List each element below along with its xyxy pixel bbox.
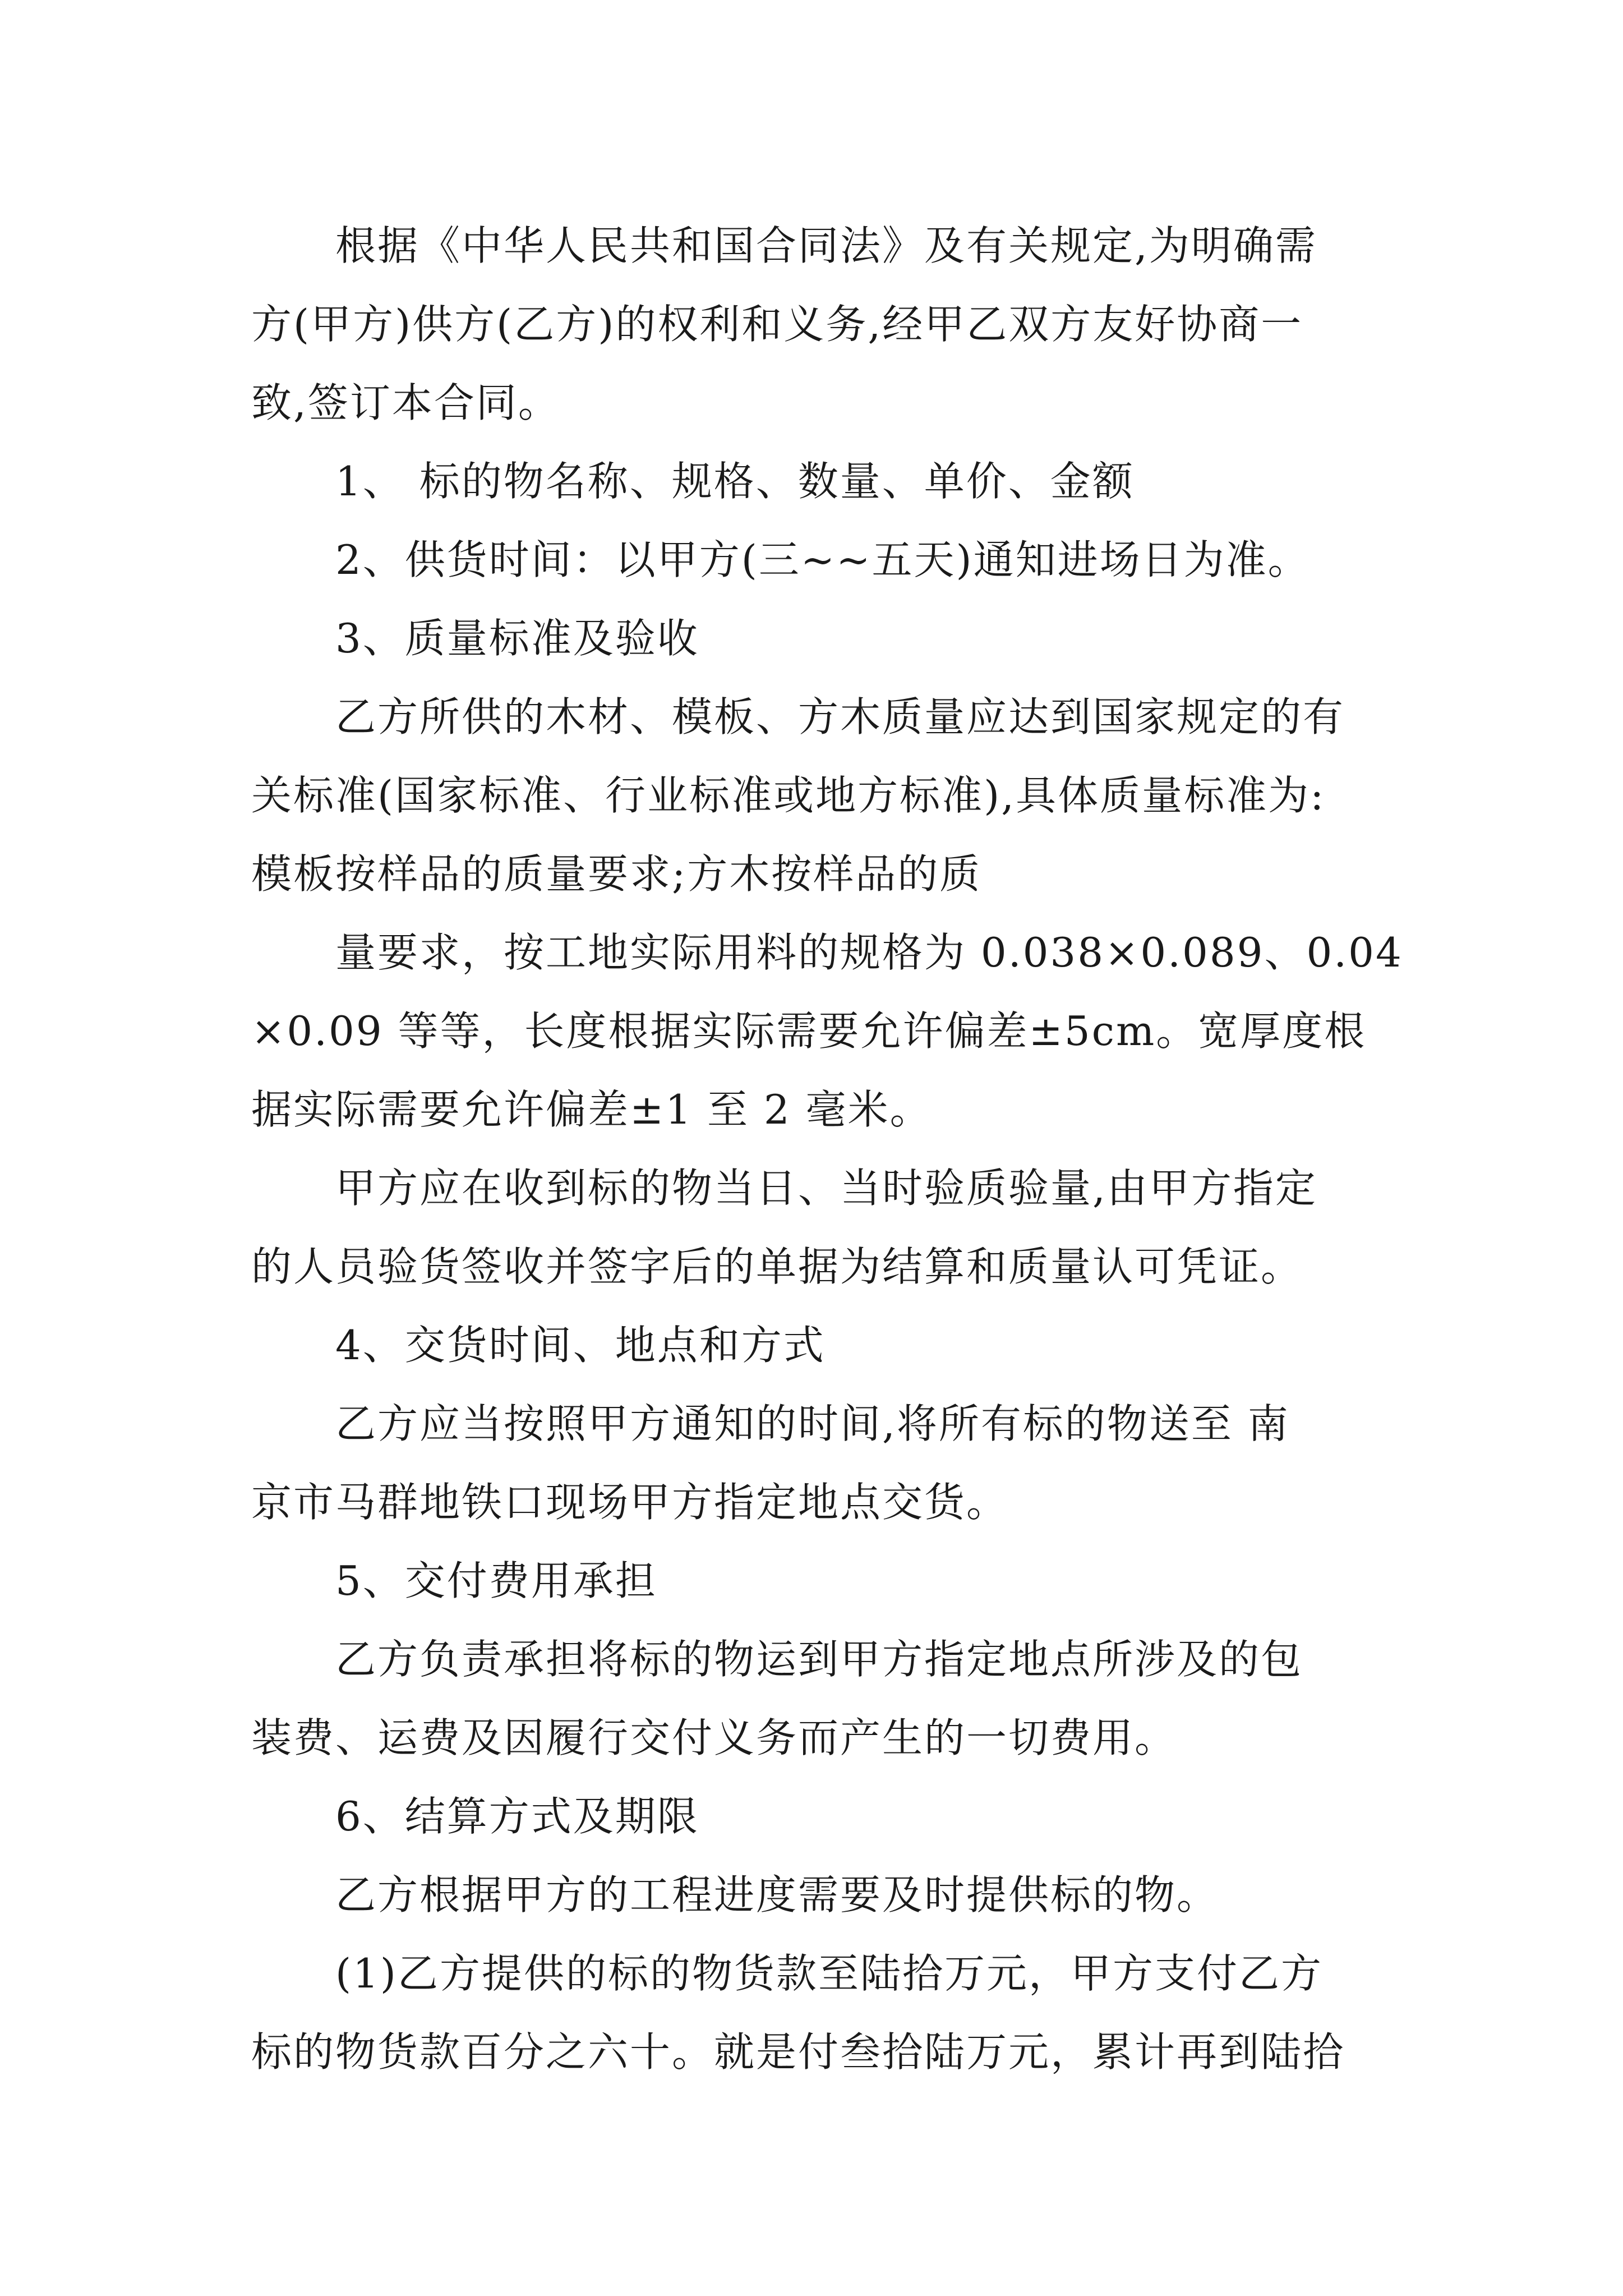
section-heading-2: 2、供货时间：以甲方(三~~五天)通知进场日为准。 [335,536,1310,583]
text-line: 量要求，按工地实际用料的规格为 0.038×0.089、0.04 [335,929,1403,976]
text-line: 乙方负责承担将标的物运到甲方指定地点所涉及的包 [335,1636,1303,1683]
section-heading-5: 5、交付费用承担 [335,1557,657,1604]
text-line: 模板按样品的质量要求;方木按样品的质 [251,850,982,898]
section-heading-6: 6、结算方式及期限 [335,1793,699,1840]
text-line: 关标准(国家标准、行业标准或地方标准),具体质量标准为: [251,772,1326,819]
section-heading-3: 3、质量标准及验收 [335,615,699,662]
text-line: ×0.09 等等，长度根据实际需要允许偏差±5cm。宽厚度根 [251,1007,1367,1055]
contract-body [251,206,1403,2091]
text-line: 方(甲方)供方(乙方)的权利和义务,经甲乙双方友好协商一 [251,301,1303,348]
text-line: 甲方应在收到标的物当日、当时验质验量,由甲方指定 [335,1165,1317,1212]
text-line: 乙方根据甲方的工程进度需要及时提供标的物。 [335,1871,1219,1918]
text-line: 乙方应当按照甲方通知的时间,将所有标的物送至 南 [335,1400,1290,1447]
section-heading-4: 4、交货时间、地点和方式 [335,1322,826,1369]
text-line: (1)乙方提供的标的物货款至陆拾万元，甲方支付乙方 [335,1950,1323,1997]
text-line: 的人员验货签收并签字后的单据为结算和质量认可凭证。 [251,1243,1303,1290]
text-line: 京市马群地铁口现场甲方指定地点交货。 [251,1479,1009,1526]
text-line: 乙方所供的木材、模板、方木质量应达到国家规定的有 [335,693,1345,740]
text-line: 装费、运费及因履行交付义务而产生的一切费用。 [251,1714,1177,1761]
text-line: 致,签订本合同。 [251,379,560,426]
section-heading-1: 1、 标的物名称、规格、数量、单价、金额 [335,458,1135,505]
text-line: 标的物货款百分之六十。就是付叁拾陆万元，累计再到陆拾 [251,2028,1345,2076]
text-line: 据实际需要允许偏差±1 至 2 毫米。 [251,1086,932,1133]
text-line: 根据《中华人民共和国合同法》及有关规定,为明确需 [335,222,1317,269]
